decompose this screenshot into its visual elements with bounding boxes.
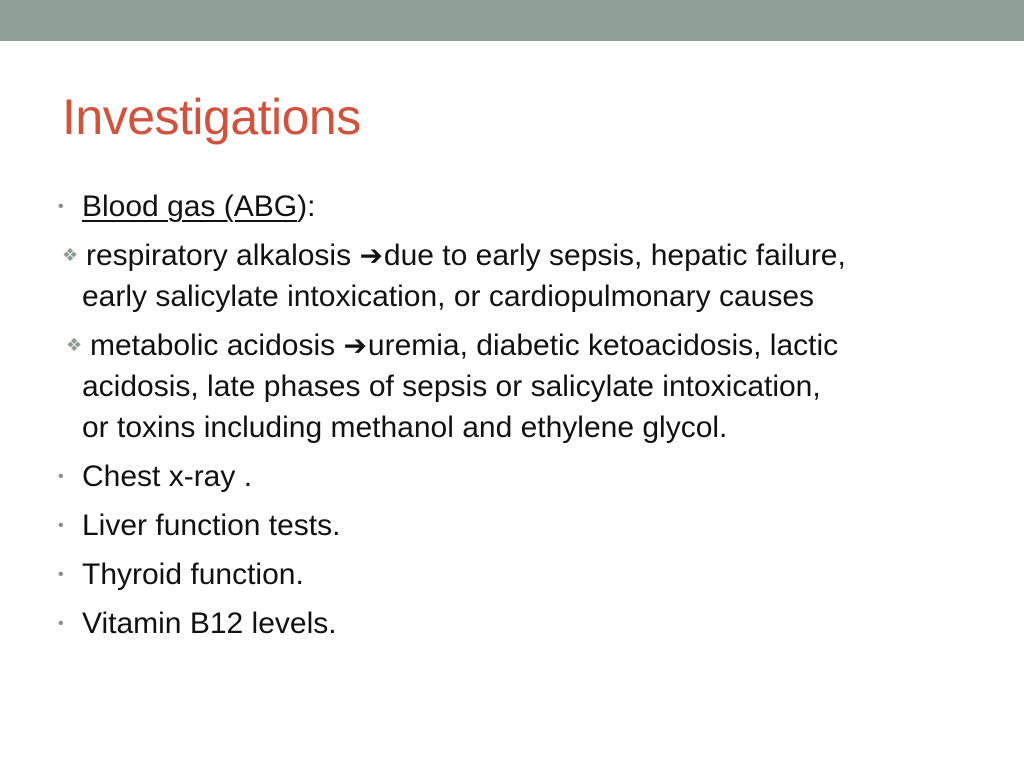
diamond-bullet-icon: ❖ [62, 245, 79, 265]
list-item-abg [82, 186, 315, 227]
metab-continuation-1: acidosis, late phases of sepsis or salicylate intoxication, [82, 370, 821, 403]
metab-text-causes: uremia, diabetic ketoacidosis, lactic [367, 329, 839, 362]
metab-text-start: metabolic acidosis [90, 329, 344, 362]
round-bullet-icon: • [58, 566, 64, 583]
slide-title: Investigations [62, 89, 361, 145]
list-item-chest-xray: Chest x-ray . [82, 460, 253, 493]
abg-label: Blood gas (ABG [82, 190, 298, 223]
resp-continuation: early salicylate intoxication, or cardiopulmonary causes [82, 280, 815, 313]
round-bullet-icon: • [58, 517, 64, 534]
sub-item-respiratory-alkalosis [86, 235, 846, 276]
list-item-liver-function: Liver function tests. [82, 509, 341, 542]
abg-paren: ) [297, 190, 308, 223]
right-arrow-icon: ➔ [343, 330, 367, 361]
list-item-thyroid-function: Thyroid function. [82, 558, 304, 591]
top-accent-bar [0, 0, 1024, 41]
list-item-vitamin-b12: Vitamin B12 levels. [82, 607, 337, 640]
resp-text-start: respiratory alkalosis [86, 239, 360, 272]
round-bullet-icon: • [58, 468, 64, 485]
abg-colon: : [307, 190, 316, 223]
round-bullet-icon: • [58, 198, 64, 215]
diamond-bullet-icon: ❖ [66, 335, 83, 355]
resp-text-causes: due to early sepsis, hepatic failure, [383, 239, 846, 272]
sub-item-metabolic-acidosis [90, 325, 838, 366]
metab-continuation-2: or toxins including methanol and ethylene glycol. [82, 411, 728, 444]
right-arrow-icon: ➔ [359, 240, 383, 271]
round-bullet-icon: • [58, 615, 64, 632]
